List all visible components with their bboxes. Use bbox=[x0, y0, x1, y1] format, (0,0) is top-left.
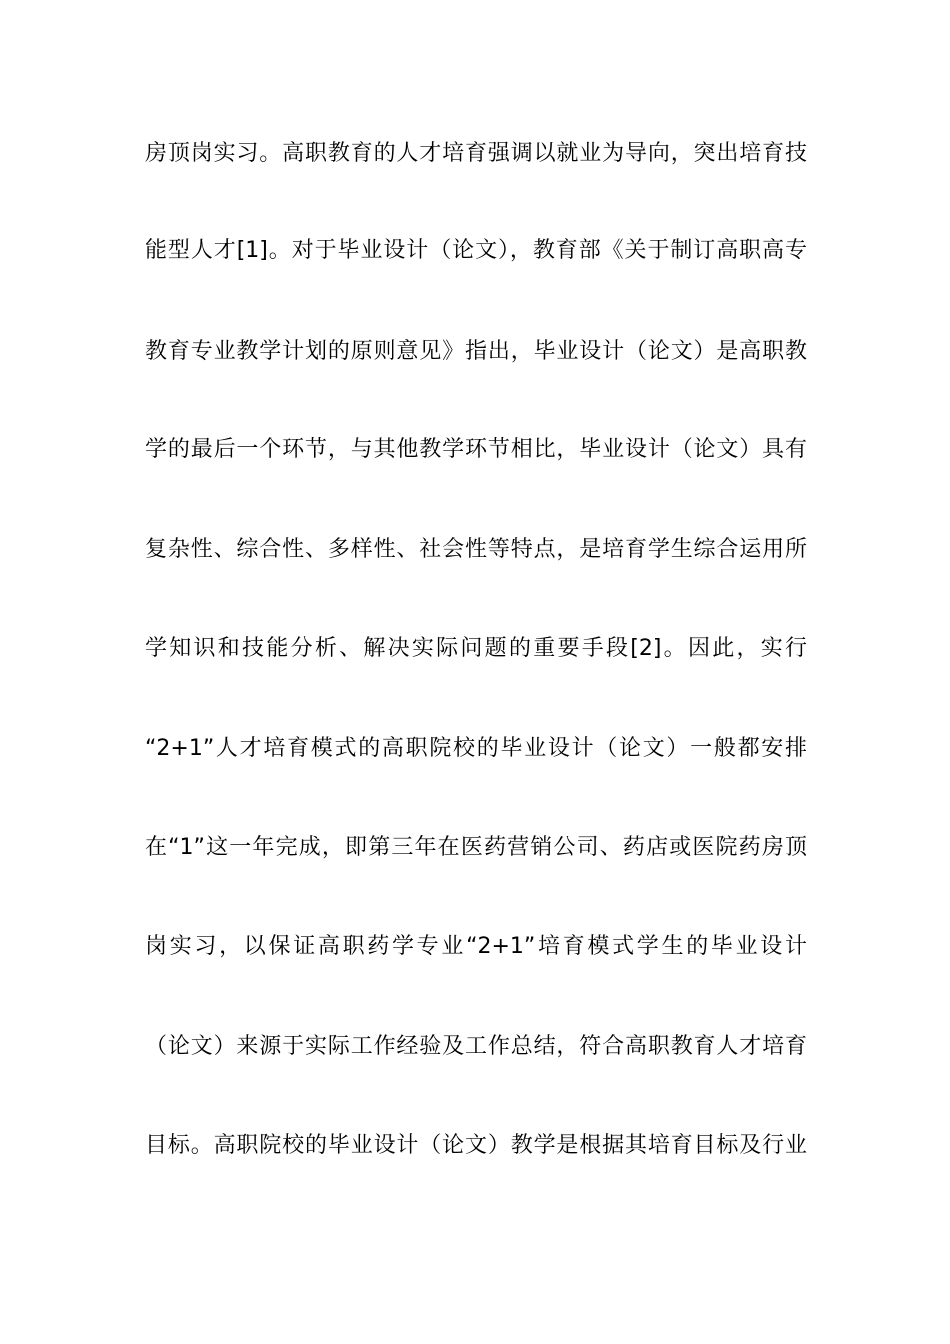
text-line-6: 学知识和技能分析、解决实际问题的重要手段[2]。因此，实行 bbox=[145, 636, 807, 661]
text-line-10: （论文）来源于实际工作经验及工作总结，符合高职教育人才培育 bbox=[145, 1034, 807, 1059]
text-line-8: 在“1”这一年完成，即第三年在医药营销公司、药店或医院药房顶 bbox=[145, 835, 807, 860]
text-line-9: 岗实习，以保证高职药学专业“2+1”培育模式学生的毕业设计 bbox=[145, 934, 807, 959]
text-line-11: 目标。高职院校的毕业设计（论文）教学是根据其培育目标及行业 bbox=[145, 1133, 807, 1158]
text-line-1: 房顶岗实习。高职教育的人才培育强调以就业为导向，突出培育技 bbox=[145, 141, 807, 166]
text-line-2: 能型人才[1]。对于毕业设计（论文），教育部《关于制订高职高专 bbox=[145, 238, 807, 263]
text-line-4: 学的最后一个环节，与其他教学环节相比，毕业设计（论文）具有 bbox=[145, 437, 807, 462]
text-line-7: “2+1”人才培育模式的高职院校的毕业设计（论文）一般都安排 bbox=[145, 736, 807, 761]
text-line-3: 教育专业教学计划的原则意见》指出，毕业设计（论文）是高职教 bbox=[145, 339, 807, 364]
text-line-5: 复杂性、综合性、多样性、社会性等特点，是培育学生综合运用所 bbox=[145, 537, 807, 562]
